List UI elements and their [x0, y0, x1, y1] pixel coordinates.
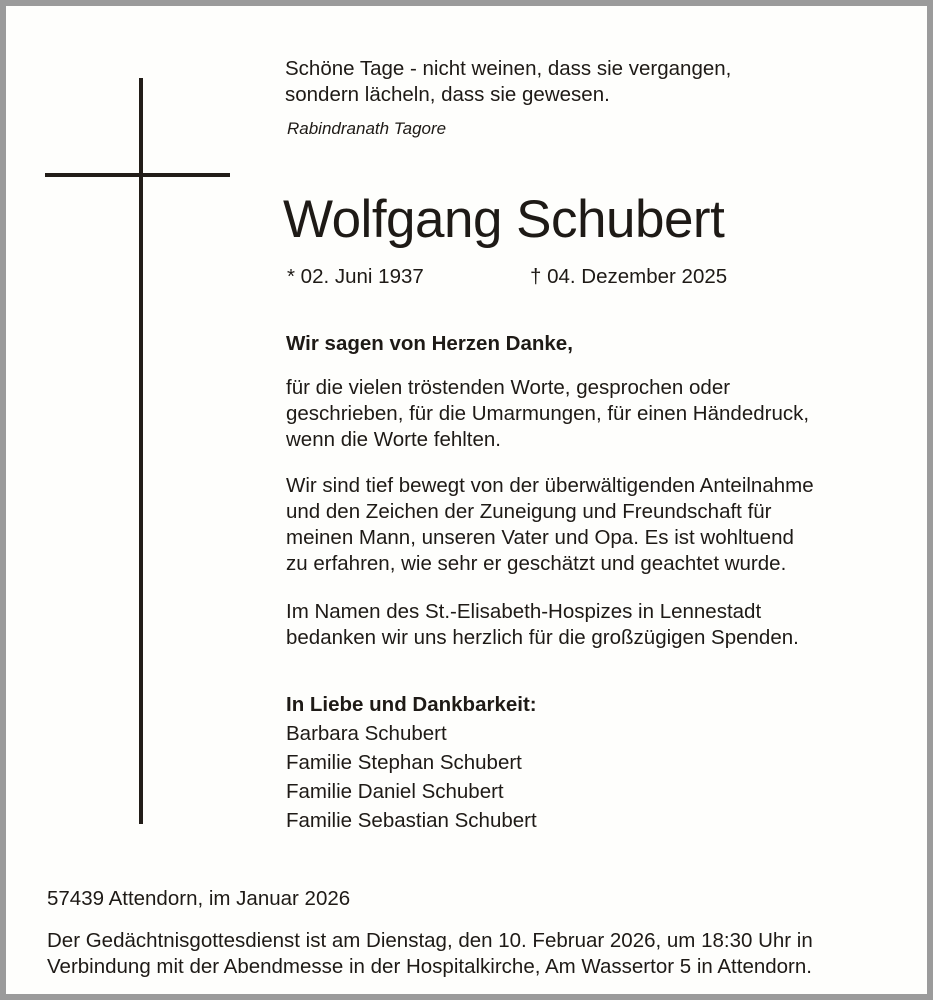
death-date: † 04. Dezember 2025	[530, 265, 728, 288]
paragraph-sympathy	[286, 473, 814, 577]
paragraph-line: bedanken wir uns herzlich für die großzügigen Spenden.	[286, 626, 799, 649]
birth-date: * 02. Juni 1937	[287, 265, 424, 288]
signer: Familie Daniel Schubert	[286, 780, 504, 803]
quote-line: sondern lächeln, dass sie gewesen.	[285, 83, 610, 106]
signer: Familie Sebastian Schubert	[286, 809, 537, 832]
paragraph-line: geschrieben, für die Umarmungen, für einen Händedruck,	[286, 402, 810, 425]
paragraph-line: meinen Mann, unseren Vater und Opa. Es ist wohltuend	[286, 526, 794, 549]
paragraph-line: und den Zeichen der Zuneigung und Freundschaft für	[286, 500, 772, 523]
service-line: Der Gedächtnisgottesdienst ist am Dienstag, den 10. Februar 2026, um 18:30 Uhr in	[47, 929, 813, 952]
quote-author: Rabindranath Tagore	[287, 119, 447, 138]
thanks-heading: Wir sagen von Herzen Danke,	[286, 332, 573, 355]
paragraph-donations	[286, 599, 799, 651]
paragraph-line: Im Namen des St.-Elisabeth-Hospizes in Lennestadt	[286, 600, 762, 623]
paragraph-line: zu erfahren, wie sehr er geschätzt und geachtet wurde.	[286, 552, 787, 575]
paragraph-line: für die vielen tröstenden Worte, gesprochen oder	[286, 376, 731, 399]
cross-vertical-beam	[139, 78, 143, 824]
signers-list	[286, 719, 537, 835]
cross-horizontal-beam	[45, 173, 230, 177]
love-heading: In Liebe und Dankbarkeit:	[286, 693, 537, 716]
quote-line: Schöne Tage - nicht weinen, dass sie vergangen,	[285, 57, 732, 80]
paragraph-condolences	[286, 375, 809, 453]
paragraph-line: wenn die Worte fehlten.	[286, 428, 501, 451]
service-line: Verbindung mit der Abendmesse in der Hospitalkirche, Am Wassertor 5 in Attendorn.	[47, 955, 812, 978]
place-date: 57439 Attendorn, im Januar 2026	[47, 887, 351, 910]
quote-text	[285, 56, 731, 108]
signer: Barbara Schubert	[286, 722, 447, 745]
paragraph-line: Wir sind tief bewegt von der überwältigenden Anteilnahme	[286, 474, 814, 497]
signer: Familie Stephan Schubert	[286, 751, 522, 774]
memorial-service-info	[47, 928, 813, 980]
deceased-name: Wolfgang Schubert	[283, 190, 725, 249]
